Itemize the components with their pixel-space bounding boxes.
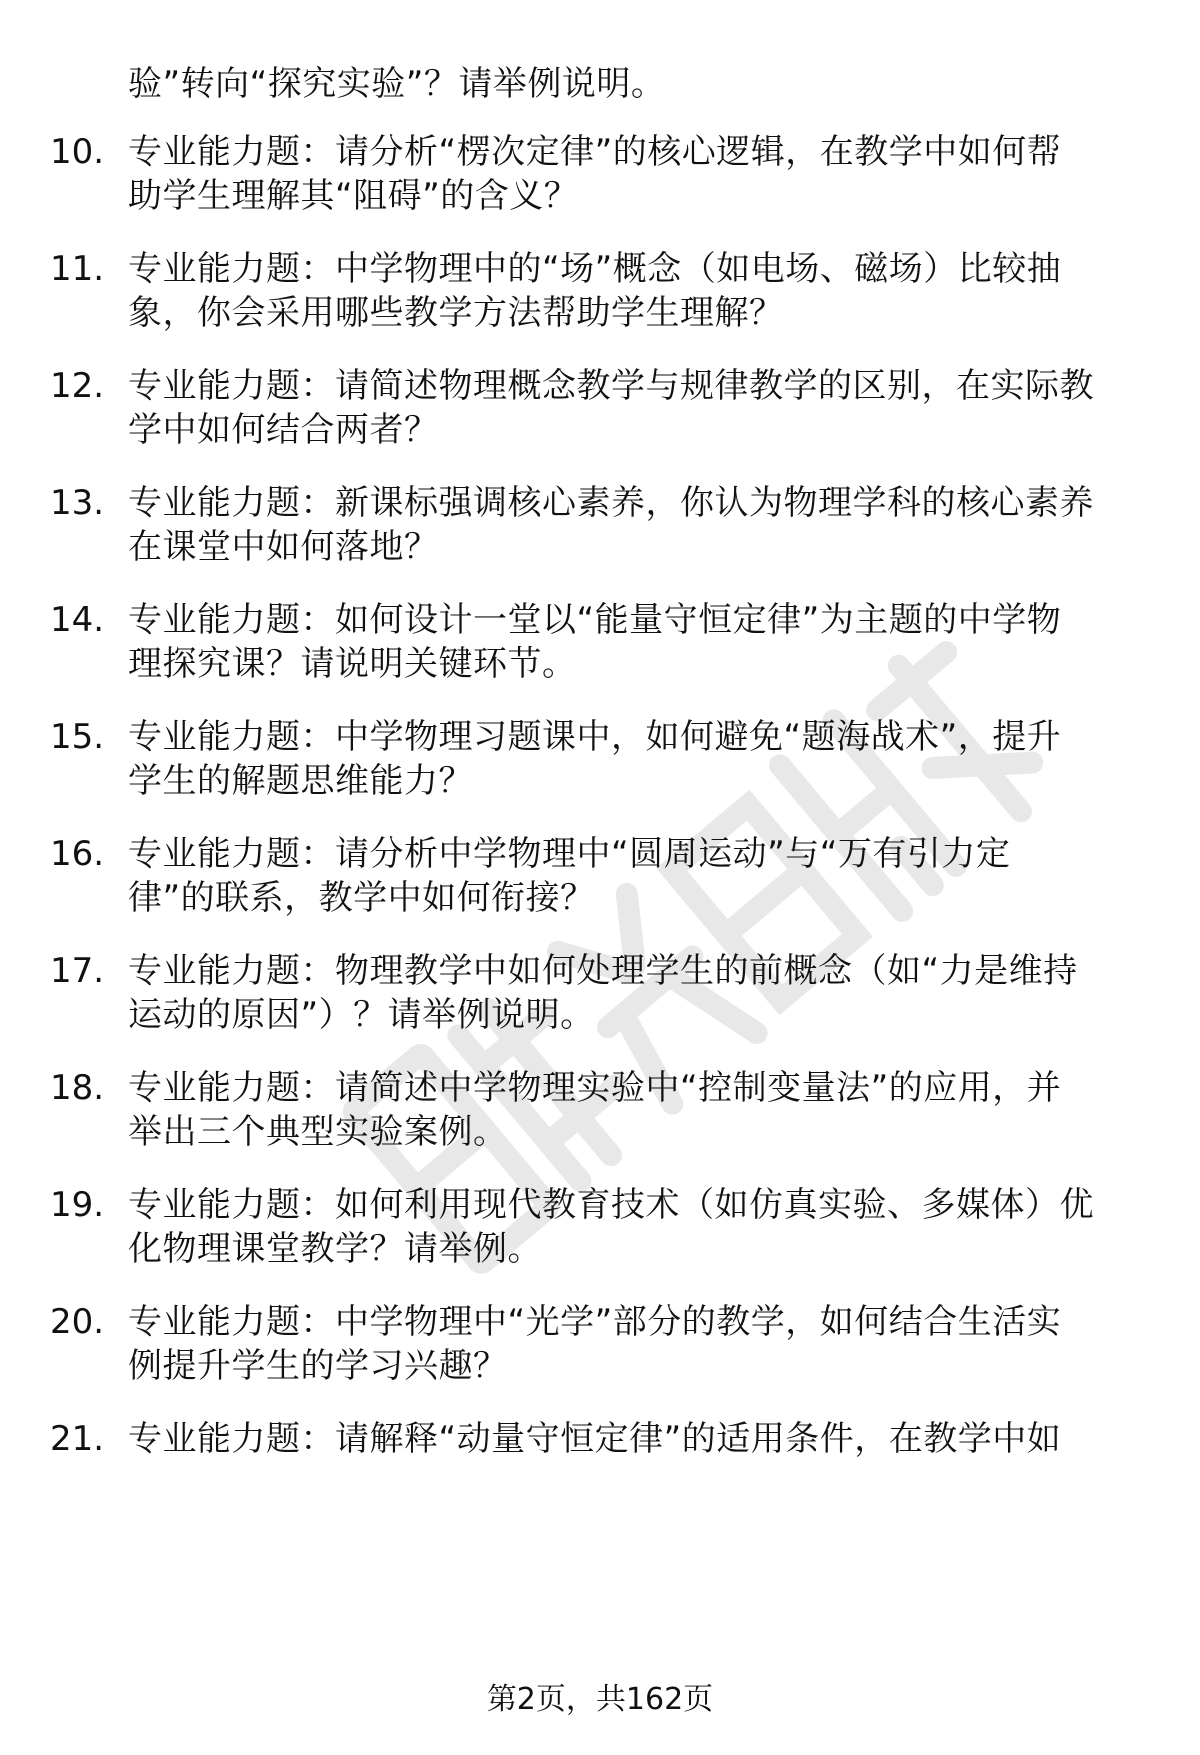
- question-line: 象，你会采用哪些教学方法帮助学生理解？: [128, 293, 784, 333]
- question-line: 律”的联系，教学中如何衔接？: [128, 878, 595, 918]
- question-line: 专业能力题：请简述中学物理实验中“控制变量法”的应用，并: [128, 1068, 1062, 1108]
- question-line: 运动的原因”）？请举例说明。: [128, 995, 595, 1035]
- question-line: 专业能力题：请分析“楞次定律”的核心逻辑，在教学中如何帮: [128, 132, 1062, 172]
- question-line: 在课堂中如何落地？: [128, 527, 439, 567]
- question-number: 11.: [50, 249, 105, 289]
- question-line: 专业能力题：请分析中学物理中“圆周运动”与“万有引力定: [128, 834, 1011, 874]
- question-number: 14.: [50, 600, 105, 640]
- question-number: 16.: [50, 834, 105, 874]
- question-line: 专业能力题：中学物理中“光学”部分的教学，如何结合生活实: [128, 1302, 1062, 1342]
- question-number: 12.: [50, 366, 105, 406]
- question-line: 专业能力题：中学物理习题课中，如何避免“题海战术”，提升: [128, 717, 1062, 757]
- question-line: 学生的解题思维能力？: [128, 761, 473, 801]
- question-line: 专业能力题：如何设计一堂以“能量守恒定律”为主题的中学物: [128, 600, 1062, 640]
- question-number: 18.: [50, 1068, 105, 1108]
- question-number: 15.: [50, 717, 105, 757]
- question-number: 21.: [50, 1419, 105, 1459]
- continuation-line: 验”转向“探究实验”？请举例说明。: [128, 64, 666, 104]
- question-line: 专业能力题：中学物理中的“场”概念（如电场、磁场）比较抽: [128, 249, 1062, 289]
- question-number: 13.: [50, 483, 105, 523]
- question-number: 19.: [50, 1185, 105, 1225]
- question-line: 理探究课？请说明关键环节。: [128, 644, 577, 684]
- question-number: 17.: [50, 951, 105, 991]
- question-number: 20.: [50, 1302, 105, 1342]
- question-line: 化物理课堂教学？请举例。: [128, 1229, 542, 1269]
- question-line: 助学生理解其“阻碍”的含义？: [128, 176, 579, 216]
- question-line: 学中如何结合两者？: [128, 410, 439, 450]
- question-line: 专业能力题：请简述物理概念教学与规律教学的区别，在实际教: [128, 366, 1094, 406]
- question-line: 专业能力题：新课标强调核心素养，你认为物理学科的核心素养: [128, 483, 1094, 523]
- question-number: 10.: [50, 132, 105, 172]
- question-line: 举出三个典型实验案例。: [128, 1112, 508, 1152]
- page-number-footer: 第2页，共162页: [486, 1682, 714, 1717]
- question-line: 专业能力题：物理教学中如何处理学生的前概念（如“力是维持: [128, 951, 1078, 991]
- question-line: 例提升学生的学习兴趣？: [128, 1346, 508, 1386]
- question-line: 专业能力题：如何利用现代教育技术（如仿真实验、多媒体）优: [128, 1185, 1094, 1225]
- question-line: 专业能力题：请解释“动量守恒定律”的适用条件，在教学中如: [128, 1419, 1062, 1459]
